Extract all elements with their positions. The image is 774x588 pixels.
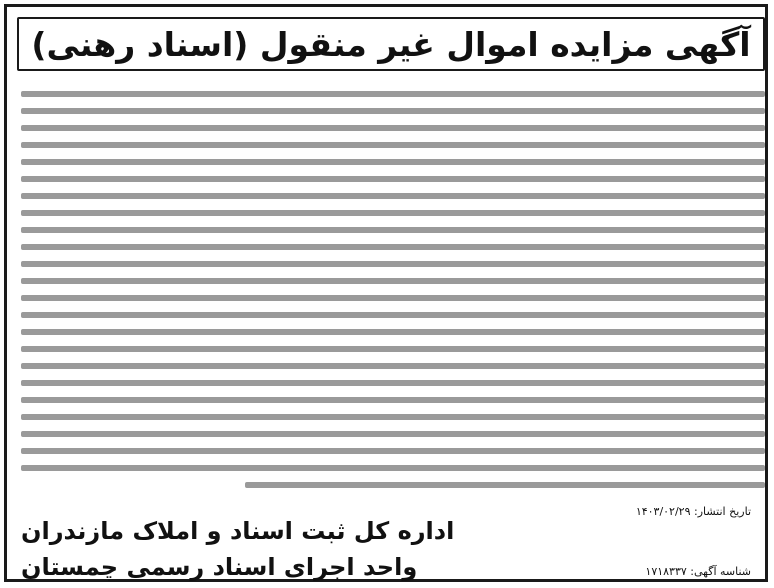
body-text-line (21, 329, 765, 335)
body-text-line (21, 142, 765, 148)
body-text-line (21, 159, 765, 165)
body-text-line (245, 482, 765, 488)
body-text-line (21, 227, 765, 233)
body-text-line (21, 414, 765, 420)
body-text-line (21, 465, 765, 471)
notice-title: آگهی مزایده اموال غیر منقول (اسناد رهنی) (31, 24, 751, 64)
body-text-line (21, 193, 765, 199)
body-text-line (21, 91, 765, 97)
body-text-line (21, 346, 765, 352)
body-text-line (21, 244, 765, 250)
body-text-line (21, 108, 765, 114)
notice-frame (4, 4, 768, 582)
body-text-line (21, 261, 765, 267)
ad-id: شناسه آگهی: ۱۷۱۸۳۳۷ (645, 565, 751, 578)
signature-line-1: اداره کل ثبت اسناد و املاک مازندران (21, 517, 455, 545)
body-text-line (21, 278, 765, 284)
body-text-line (21, 312, 765, 318)
body-text-line (21, 295, 765, 301)
title-box (17, 17, 765, 71)
signature-line-2: واحد اجرای اسناد رسمی چمستان (21, 553, 418, 581)
body-text-line (21, 397, 765, 403)
body-text-line (21, 176, 765, 182)
body-text-line (21, 380, 765, 386)
publication-date: تاریخ انتشار: ۱۴۰۳/۰۲/۲۹ (635, 505, 751, 518)
body-text-line (21, 125, 765, 131)
body-text-line (21, 363, 765, 369)
body-text-line (21, 210, 765, 216)
body-text-line (21, 431, 765, 437)
body-text-line (21, 448, 765, 454)
notice-body (19, 79, 765, 519)
